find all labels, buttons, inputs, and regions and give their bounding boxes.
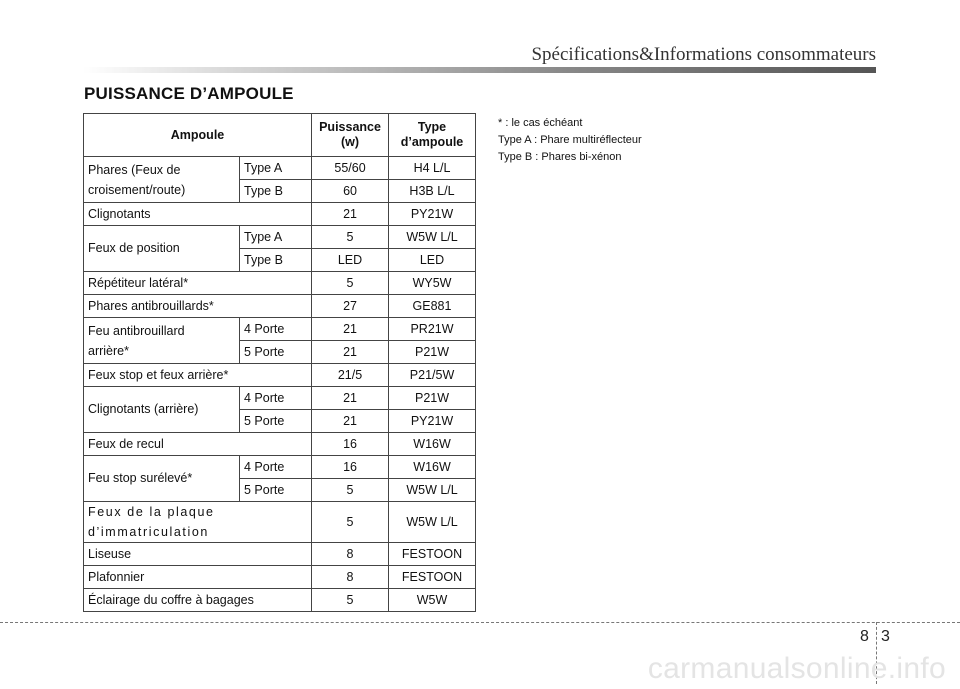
- bulb-wattage: 5: [312, 226, 389, 249]
- bulb-wattage: 21: [312, 318, 389, 341]
- bulb-name: Clignotants (arrière): [84, 387, 240, 433]
- bulb-type: WY5W: [389, 272, 476, 295]
- bulb-name: Feu antibrouillard arrière*: [84, 318, 240, 364]
- bulb-wattage: 21: [312, 387, 389, 410]
- bulb-type: FESTOON: [389, 566, 476, 589]
- bulb-type: LED: [389, 249, 476, 272]
- bulb-variant: 5 Porte: [240, 410, 312, 433]
- section-title: PUISSANCE D’AMPOULE: [84, 84, 294, 103]
- bulb-wattage: 5: [312, 272, 389, 295]
- footnote-asterisk: * : le cas échéant: [498, 117, 583, 129]
- bulb-type: P21/5W: [389, 364, 476, 387]
- bulb-type: W5W L/L: [389, 226, 476, 249]
- bulb-variant: 5 Porte: [240, 341, 312, 364]
- table-row: [84, 433, 476, 456]
- table-row: [84, 272, 476, 295]
- bulb-type: P21W: [389, 341, 476, 364]
- table-row: [84, 295, 476, 318]
- bulb-wattage: 16: [312, 456, 389, 479]
- bulb-wattage: 27: [312, 295, 389, 318]
- table-row: [84, 226, 476, 249]
- table-row: [84, 566, 476, 589]
- bulb-variant: 5 Porte: [240, 479, 312, 502]
- bulb-name: Phares antibrouillards*: [84, 295, 312, 318]
- bulb-variant: Type B: [240, 180, 312, 203]
- bulb-type: W16W: [389, 456, 476, 479]
- bulb-wattage: 21: [312, 410, 389, 433]
- header-ampoule: Ampoule: [84, 114, 312, 157]
- bulb-type: W5W L/L: [389, 479, 476, 502]
- bulb-name: Phares (Feux de croisement/route): [84, 157, 240, 203]
- bulb-type: H4 L/L: [389, 157, 476, 180]
- table-header-row: [84, 114, 476, 157]
- bulb-type: PR21W: [389, 318, 476, 341]
- chapter-number: 8: [860, 628, 869, 645]
- bulb-name: Répétiteur latéral*: [84, 272, 312, 295]
- footer-dashed-rule: [0, 622, 960, 623]
- bulb-name: Éclairage du coffre à bagages: [84, 589, 312, 612]
- page-header-title: Spécifications&Informations consommateurs: [531, 44, 876, 65]
- bulb-wattage: 8: [312, 566, 389, 589]
- bulb-name: Plafonnier: [84, 566, 312, 589]
- table-row: [84, 318, 476, 341]
- bulb-variant: Type B: [240, 249, 312, 272]
- table-row: [84, 543, 476, 566]
- page-number: 3: [881, 628, 890, 645]
- bulb-name: Liseuse: [84, 543, 312, 566]
- table-row: [84, 364, 476, 387]
- bulb-name: Feux de la plaque d’immatriculation: [84, 502, 312, 543]
- bulb-variant: Type A: [240, 157, 312, 180]
- bulb-variant: Type A: [240, 226, 312, 249]
- header-rule: [83, 67, 876, 73]
- bulb-type: W5W: [389, 589, 476, 612]
- bulb-name: Feux de position: [84, 226, 240, 272]
- footnote-type-a: Type A : Phare multiréflecteur: [498, 134, 642, 146]
- bulb-type: P21W: [389, 387, 476, 410]
- bulb-type: W16W: [389, 433, 476, 456]
- bulb-wattage: 21: [312, 203, 389, 226]
- table-row: [84, 157, 476, 180]
- footnote-type-b: Type B : Phares bi-xénon: [498, 151, 622, 163]
- bulb-type: GE881: [389, 295, 476, 318]
- bulb-type: H3B L/L: [389, 180, 476, 203]
- bulb-wattage: 16: [312, 433, 389, 456]
- table-row: [84, 387, 476, 410]
- bulb-wattage: 8: [312, 543, 389, 566]
- bulb-name: Feu stop surélevé*: [84, 456, 240, 502]
- footnotes: [498, 115, 642, 166]
- bulb-wattage: LED: [312, 249, 389, 272]
- header-puissance: Puissance (w): [312, 114, 389, 157]
- bulb-name: Clignotants: [84, 203, 312, 226]
- bulb-type: FESTOON: [389, 543, 476, 566]
- bulb-type: PY21W: [389, 203, 476, 226]
- header-type: Type d’ampoule: [389, 114, 476, 157]
- bulb-wattage: 5: [312, 479, 389, 502]
- bulb-wattage: 55/60: [312, 157, 389, 180]
- bulb-wattage: 60: [312, 180, 389, 203]
- bulb-wattage: 5: [312, 502, 389, 543]
- bulb-variant: 4 Porte: [240, 318, 312, 341]
- table-row: [84, 203, 476, 226]
- bulb-wattage: 5: [312, 589, 389, 612]
- table-row: [84, 456, 476, 479]
- bulb-type: PY21W: [389, 410, 476, 433]
- table-row: [84, 589, 476, 612]
- bulb-wattage: 21/5: [312, 364, 389, 387]
- bulb-wattage-table: [83, 113, 476, 612]
- bulb-name: Feux stop et feux arrière*: [84, 364, 312, 387]
- bulb-variant: 4 Porte: [240, 387, 312, 410]
- watermark-text: carmanualsonline.info: [647, 652, 946, 685]
- table-row: [84, 502, 476, 543]
- bulb-variant: 4 Porte: [240, 456, 312, 479]
- bulb-wattage: 21: [312, 341, 389, 364]
- bulb-name: Feux de recul: [84, 433, 312, 456]
- bulb-type: W5W L/L: [389, 502, 476, 543]
